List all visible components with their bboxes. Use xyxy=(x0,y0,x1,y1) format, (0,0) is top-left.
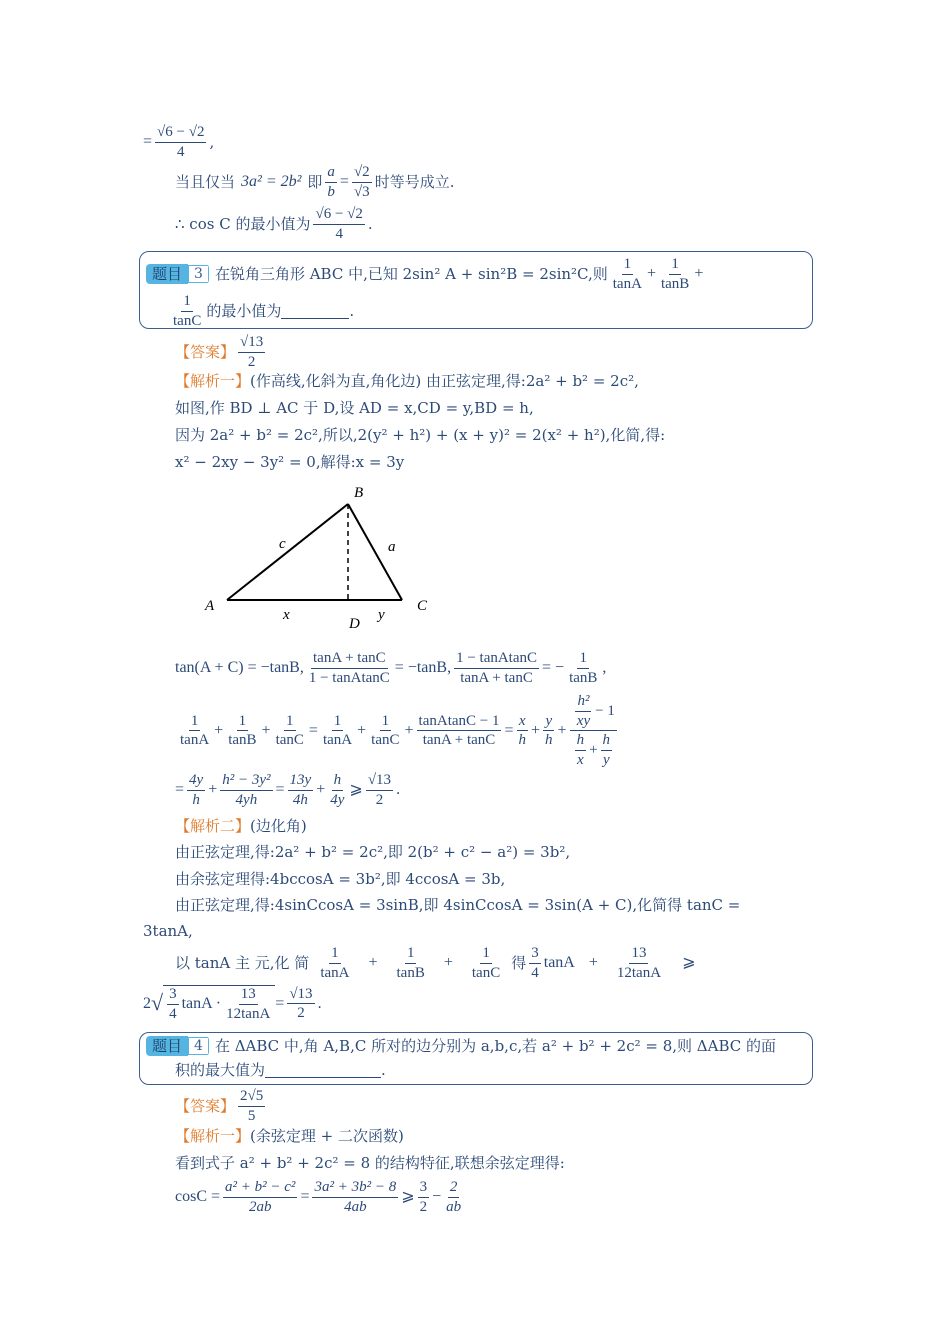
fraction: $\frac{3}{4}$ xyxy=(169,986,177,1022)
fraction: $\frac{x}{h}$ xyxy=(518,712,527,748)
fraction: $\frac{\text{a² + b² − c²}}{2ab}$ xyxy=(225,1179,296,1215)
fraction: $\frac{1}{\tan C}$ xyxy=(471,945,501,981)
label-side-a: a xyxy=(388,539,396,555)
q3-solution-1-line-2: 如图,作 BD ⊥ AC 于 D,设 AD = x,CD = y,BD = h, xyxy=(175,399,534,417)
fraction: $\frac{y}{h}$ xyxy=(545,712,553,748)
fraction: $\frac{\text{tanAtanC − 1}}{\tan A + \tan C}$ xyxy=(418,712,500,748)
q3-equation-1: tan(A + C) = −tanB, $\frac{\tan A + \tan C}{\text{1 − tanAtanC}}$ = −tanB, $\frac{\text{1 − tanAtanC}}{\tan A + \tan C}$ = − $\frac{1}{\tan B}$ , xyxy=(175,650,607,686)
fraction: $\frac{√2}{√3}$ xyxy=(353,164,370,200)
label-A: A xyxy=(205,598,215,614)
radicand: $\frac{3}{4}$ tanA · $\frac{13}{12\tan A}$ xyxy=(163,985,275,1022)
fraction: $\frac{h}{y}$ xyxy=(602,732,611,768)
question-tag: 题目 3 xyxy=(146,264,209,284)
fraction: $\frac{\text{3a² + 3b² − 8}}{4ab}$ xyxy=(314,1179,397,1215)
question-4-line-1: 题目 4 在 ΔABC 中,角 A,B,C 所对的边分别为 a,b,c,若 a² + b² + 2c² = 8,则 ΔABC 的面 xyxy=(146,1036,776,1056)
fraction: $\frac{h}{4y}$ xyxy=(330,772,345,808)
q3-equation-2: $\frac{1}{\tan A}$ + $\frac{1}{\tan B}$ + $\frac{1}{\tan C}$ = $\frac{1}{\tan A}$ + $\frac{1}{\tan C}$ + $\frac{\text{tanAtanC − 1}}{\tan A + \tan C}$ = $\frac{x}{h}$ + $\frac{y}{h}$ + $\frac{\text{h²}}{xy}$ − 1 $\frac{h}{x}$ + $\frac{h}{y}$ xyxy=(175,693,620,768)
q3-answer: 【答案】 $\frac{√13}{2}$ xyxy=(175,334,264,370)
q4-answer: 【答案】 $\frac{2√5}{5}$ xyxy=(175,1088,264,1124)
fraction: $\frac{1}{\tan A}$ xyxy=(320,945,350,981)
answer-blank xyxy=(265,1063,381,1078)
label-C: C xyxy=(417,598,428,614)
q3-equation-3: = $\frac{4y}{h}$ + $\frac{\text{h² − 3y²}}{4yh}$ = $\frac{13y}{4h}$ + $\frac{h}{4y}$ ⩾ $\frac{√13}{2}$ . xyxy=(175,772,401,808)
question-4-line-2: 积的最大值为 . xyxy=(175,1061,386,1079)
fraction: $\frac{3}{4}$ xyxy=(531,945,539,981)
fraction: $\frac{\text{h² − 3y²}}{4yh}$ xyxy=(222,772,271,808)
fraction: $\frac{13}{12\tan A}$ xyxy=(616,945,662,981)
top-line-1: = $\frac{√6 - √2}{4}$ , xyxy=(143,124,215,160)
question-3-line-1: 题目 3 在锐角三角形 ABC 中,已知 2sin² A + sin²B = 2sin²C,则 $\frac{1}{\tan A}$ + $\frac{1}{\tan B}$ + xyxy=(146,256,703,292)
q3-solution-1-line-4: x² − 2xy − 3y² = 0,解得:x = 3y xyxy=(175,453,405,471)
answer-blank xyxy=(281,304,349,319)
fraction: $\frac{\text{h²}}{xy}$ xyxy=(576,693,591,729)
fraction: $\frac{√13}{2}$ xyxy=(367,772,392,808)
label-side-c: c xyxy=(279,536,286,552)
question-3-line-2: $\frac{1}{\tan C}$ 的最小值为 . xyxy=(173,293,355,329)
fraction: $\frac{13y}{4h}$ xyxy=(289,772,312,808)
q4-solution-1-title: 【解析一】 (余弦定理 + 二次函数) xyxy=(175,1127,404,1145)
q4-equation-1: cosC = $\frac{\text{a² + b² − c²}}{2ab}$ = $\frac{\text{3a² + 3b² − 8}}{4ab}$ ⩾ $\frac{3}{2}$ − $\frac{2}{ab}$ xyxy=(175,1179,462,1215)
fraction: $\frac{1}{\tan B}$ xyxy=(396,945,425,981)
label-y: y xyxy=(378,607,385,623)
fraction: $\frac{h}{x}$ xyxy=(576,732,585,768)
fraction: $\frac{1}{\tan B}$ xyxy=(660,256,690,292)
q3-solution-2-line-3: 由正弦定理,得:4sinCcosA = 3sinB,即 4sinCcosA = 3sin(A + C),化简得 tanC = xyxy=(175,896,741,914)
fraction: $\frac{1}{\tan A}$ xyxy=(322,712,353,748)
fraction: $\frac{4y}{h}$ xyxy=(189,772,204,808)
fraction: $\frac{1}{\tan B}$ xyxy=(228,712,257,748)
q3-solution-2-line-6: 2 √ $\frac{3}{4}$ tanA · $\frac{13}{12\tan A}$ = $\frac{√13}{2}$ . xyxy=(143,985,322,1022)
q3-solution-2-line-1: 由正弦定理,得:2a² + b² = 2c²,即 2(b² + c² − a²) = 3b², xyxy=(175,843,571,861)
fraction: $\frac{1}{\tan C}$ xyxy=(275,712,304,748)
triangle-figure xyxy=(195,478,445,638)
top-line-3: ∴ cos C 的最小值为 $\frac{√6 - √2}{4}$ . xyxy=(175,206,373,242)
side-c xyxy=(227,504,348,600)
fraction: $\frac{1}{\tan C}$ xyxy=(173,293,202,329)
q4-solution-1-line-2: 看到式子 a² + b² + 2c² = 8 的结构特征,联想余弦定理得: xyxy=(175,1154,565,1172)
q3-solution-2-line-5: 以 tanA 主 元,化 简 $\frac{1}{\tan A}$ + $\frac{1}{\tan B}$ + $\frac{1}{\tan C}$ 得 $\frac{3}{4}$ tanA + $\frac{13}{12\tan A}$ ⩾ xyxy=(175,945,696,981)
fraction: $\frac{2√5}{5}$ xyxy=(240,1088,264,1124)
fraction: $\frac{3}{2}$ xyxy=(419,1179,428,1215)
q3-solution-2-title: 【解析二】 (边化角) xyxy=(175,817,307,835)
fraction: $\frac{1}{\tan A}$ xyxy=(180,712,210,748)
q3-solution-2-line-2: 由余弦定理得:4bccosA = 3b²,即 4ccosA = 3b, xyxy=(175,870,506,888)
top-line-2: 当且仅当 3a² = 2b² 即 $\frac{a}{b}$ = $\frac{√2}{√3}$ 时等号成立. xyxy=(175,164,455,200)
q3-solution-1-line-3: 因为 2a² + b² = 2c²,所以,2(y² + h²) + (x + y)² = 2(x² + h²),化简,得: xyxy=(175,426,666,444)
fraction: $\frac{1}{\tan A}$ xyxy=(612,256,642,292)
fraction: $\frac{\text{1 − tanAtanC}}{\tan A + \tan C}$ xyxy=(456,650,538,686)
label-x: x xyxy=(283,607,290,623)
fraction: $\frac{\tan A + \tan C}{\text{1 − tanAtanC}}$ xyxy=(308,650,390,686)
fraction: $\frac{1}{\tan C}$ xyxy=(371,712,400,748)
compound-fraction: $\frac{\text{h²}}{xy}$ − 1 $\frac{h}{x}$ + $\frac{h}{y}$ xyxy=(570,693,617,768)
q3-solution-1-title: 【解析一】 (作高线,化斜为直,角化边) 由正弦定理,得:2a² + b² = 2c², xyxy=(175,372,639,390)
fraction: $\frac{√6 - √2}{4}$ xyxy=(315,206,363,242)
fraction: $\frac{√13}{2}$ xyxy=(240,334,264,370)
question-tag: 题目 4 xyxy=(146,1036,209,1056)
fraction: $\frac{√13}{2}$ xyxy=(289,985,313,1021)
fraction: $\frac{13}{12\tan A}$ xyxy=(226,986,271,1022)
label-B: B xyxy=(354,485,364,501)
label-D: D xyxy=(349,616,360,632)
fraction: $\frac{a}{b}$ xyxy=(327,164,335,200)
fraction: $\frac{√6 - √2}{4}$ xyxy=(157,124,205,160)
fraction: $\frac{2}{ab}$ xyxy=(446,1179,462,1215)
fraction: $\frac{1}{\tan B}$ xyxy=(569,650,598,686)
q3-solution-2-line-4: 3tanA, xyxy=(143,922,193,940)
